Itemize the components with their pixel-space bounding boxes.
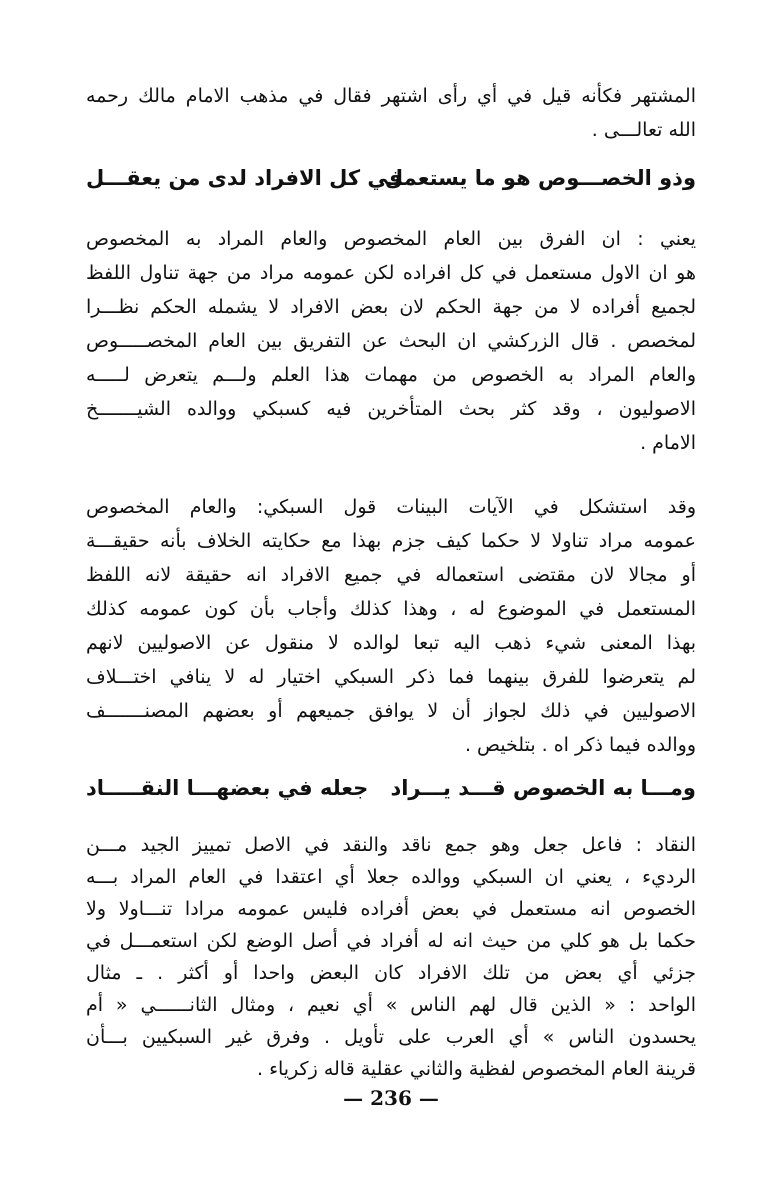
text-line: المشتهر فكأنه قيل في أي رأى اشتهر فقال في مذهب الامام مالك رحمه [86, 85, 696, 107]
verse-first-hemistich: ومـــا به الخصوص قـــد يـــراد [390, 776, 696, 800]
text-line: ووالده فيما ذكر اه . بتلخيص . [464, 734, 696, 756]
page-number: — 236 — [343, 1086, 439, 1110]
text-line: لمخصص . قال الزركشي ان البحث عن التفريق بين العام المخصـــــوص [86, 330, 696, 352]
text-line: الواحد : « الذين قال لهم الناس » أي نعيم ، ومثال الثانــــــي « أم [86, 994, 696, 1016]
text-line: بهذا المعنى شيء ذهب اليه تبعا لوالده لا منقول عن الاصوليين لانهم [86, 632, 696, 654]
text-line: الله تعالـــى . [591, 119, 696, 141]
text-line: أو مجالا لان مقتضى استعماله في جميع الافراد انه حقيقة لانه اللفظ [86, 564, 696, 586]
text-line: عمومه مراد تناولا لا حكما كيف جزم بهذا مع حكايته الخلاف بأنه حقيقـــة [86, 530, 696, 552]
text-line: الرديء ، يعني ان السبكي ووالده جعلا أي اعتقدا في العام المراد بـــه [86, 866, 696, 888]
text-line: الخصوص انه مستعمل في بعض أفراده فليس عمومه مرادا تنـــاولا ولا [86, 898, 696, 920]
text-line: يحسدون الناس » أي العرب على تأويل . وفرق غير السبكيين بـــأن [86, 1026, 696, 1048]
text-line: الاصوليين في ذلك لجواز أن لا يوافق جميعهم أو بعضهم المصنـــــــف [86, 700, 696, 722]
text-line: قرينة العام المخصوص لفظية والثاني عقلية قاله زكرياء . [256, 1058, 696, 1080]
text-line: لم يتعرضوا للفرق بينهما فما ذكر السبكي اختيار له لا ينافي اختـــلاف [86, 666, 696, 688]
text-line: والعام المراد به الخصوص من مهمات هذا العلم ولـــم يتعرض لـــــه [86, 364, 696, 386]
text-line: المستعمل في الموضوع له ، وهذا كذلك وأجاب بأن كون عمومه كذلك [86, 598, 696, 620]
text-line: هو ان الاول مستعمل في كل افراده لكن عمومه مراد من جهة تناول اللفظ [86, 262, 696, 284]
text-line: يعني : ان الفرق بين العام المخصوص والعام المراد به المخصوص [86, 228, 696, 250]
verse-first-hemistich: وذو الخصـــوص هو ما يستعمل [384, 166, 696, 190]
text-line: الاصوليون ، وقد كثر بحث المتأخرين فيه كسبكي ووالده الشيـــــــخ [86, 398, 696, 420]
verse-line [86, 158, 696, 198]
text-line: النقاد : فاعل جعل وهو جمع ناقد والنقد في الاصل تمييز الجيد مـــن [86, 834, 696, 856]
text-line: الامام . [640, 432, 696, 454]
text-line: جزئي أي بعض من تلك الافراد كان البعض واحدا أو أكثر . ـ مثال [86, 962, 696, 984]
text-line: وقد استشكل في الآيات البينات قول السبكي: والعام المخصوص [86, 496, 696, 518]
verse-second-hemistich: جعله في بعضهـــا النقـــــاد [86, 776, 369, 800]
verse-line [86, 768, 696, 808]
text-line: لجميع أفراده لا من جهة الحكم لان بعض الافراد لا يشمله الحكم نظـــرا [86, 296, 696, 318]
verse-second-hemistich: في كل الافراد لدى من يعقـــل [86, 166, 403, 190]
text-line: حكما بل هو كلي من حيث انه له أفراد في أصل الوضع لكن استعمـــل في [86, 930, 696, 952]
